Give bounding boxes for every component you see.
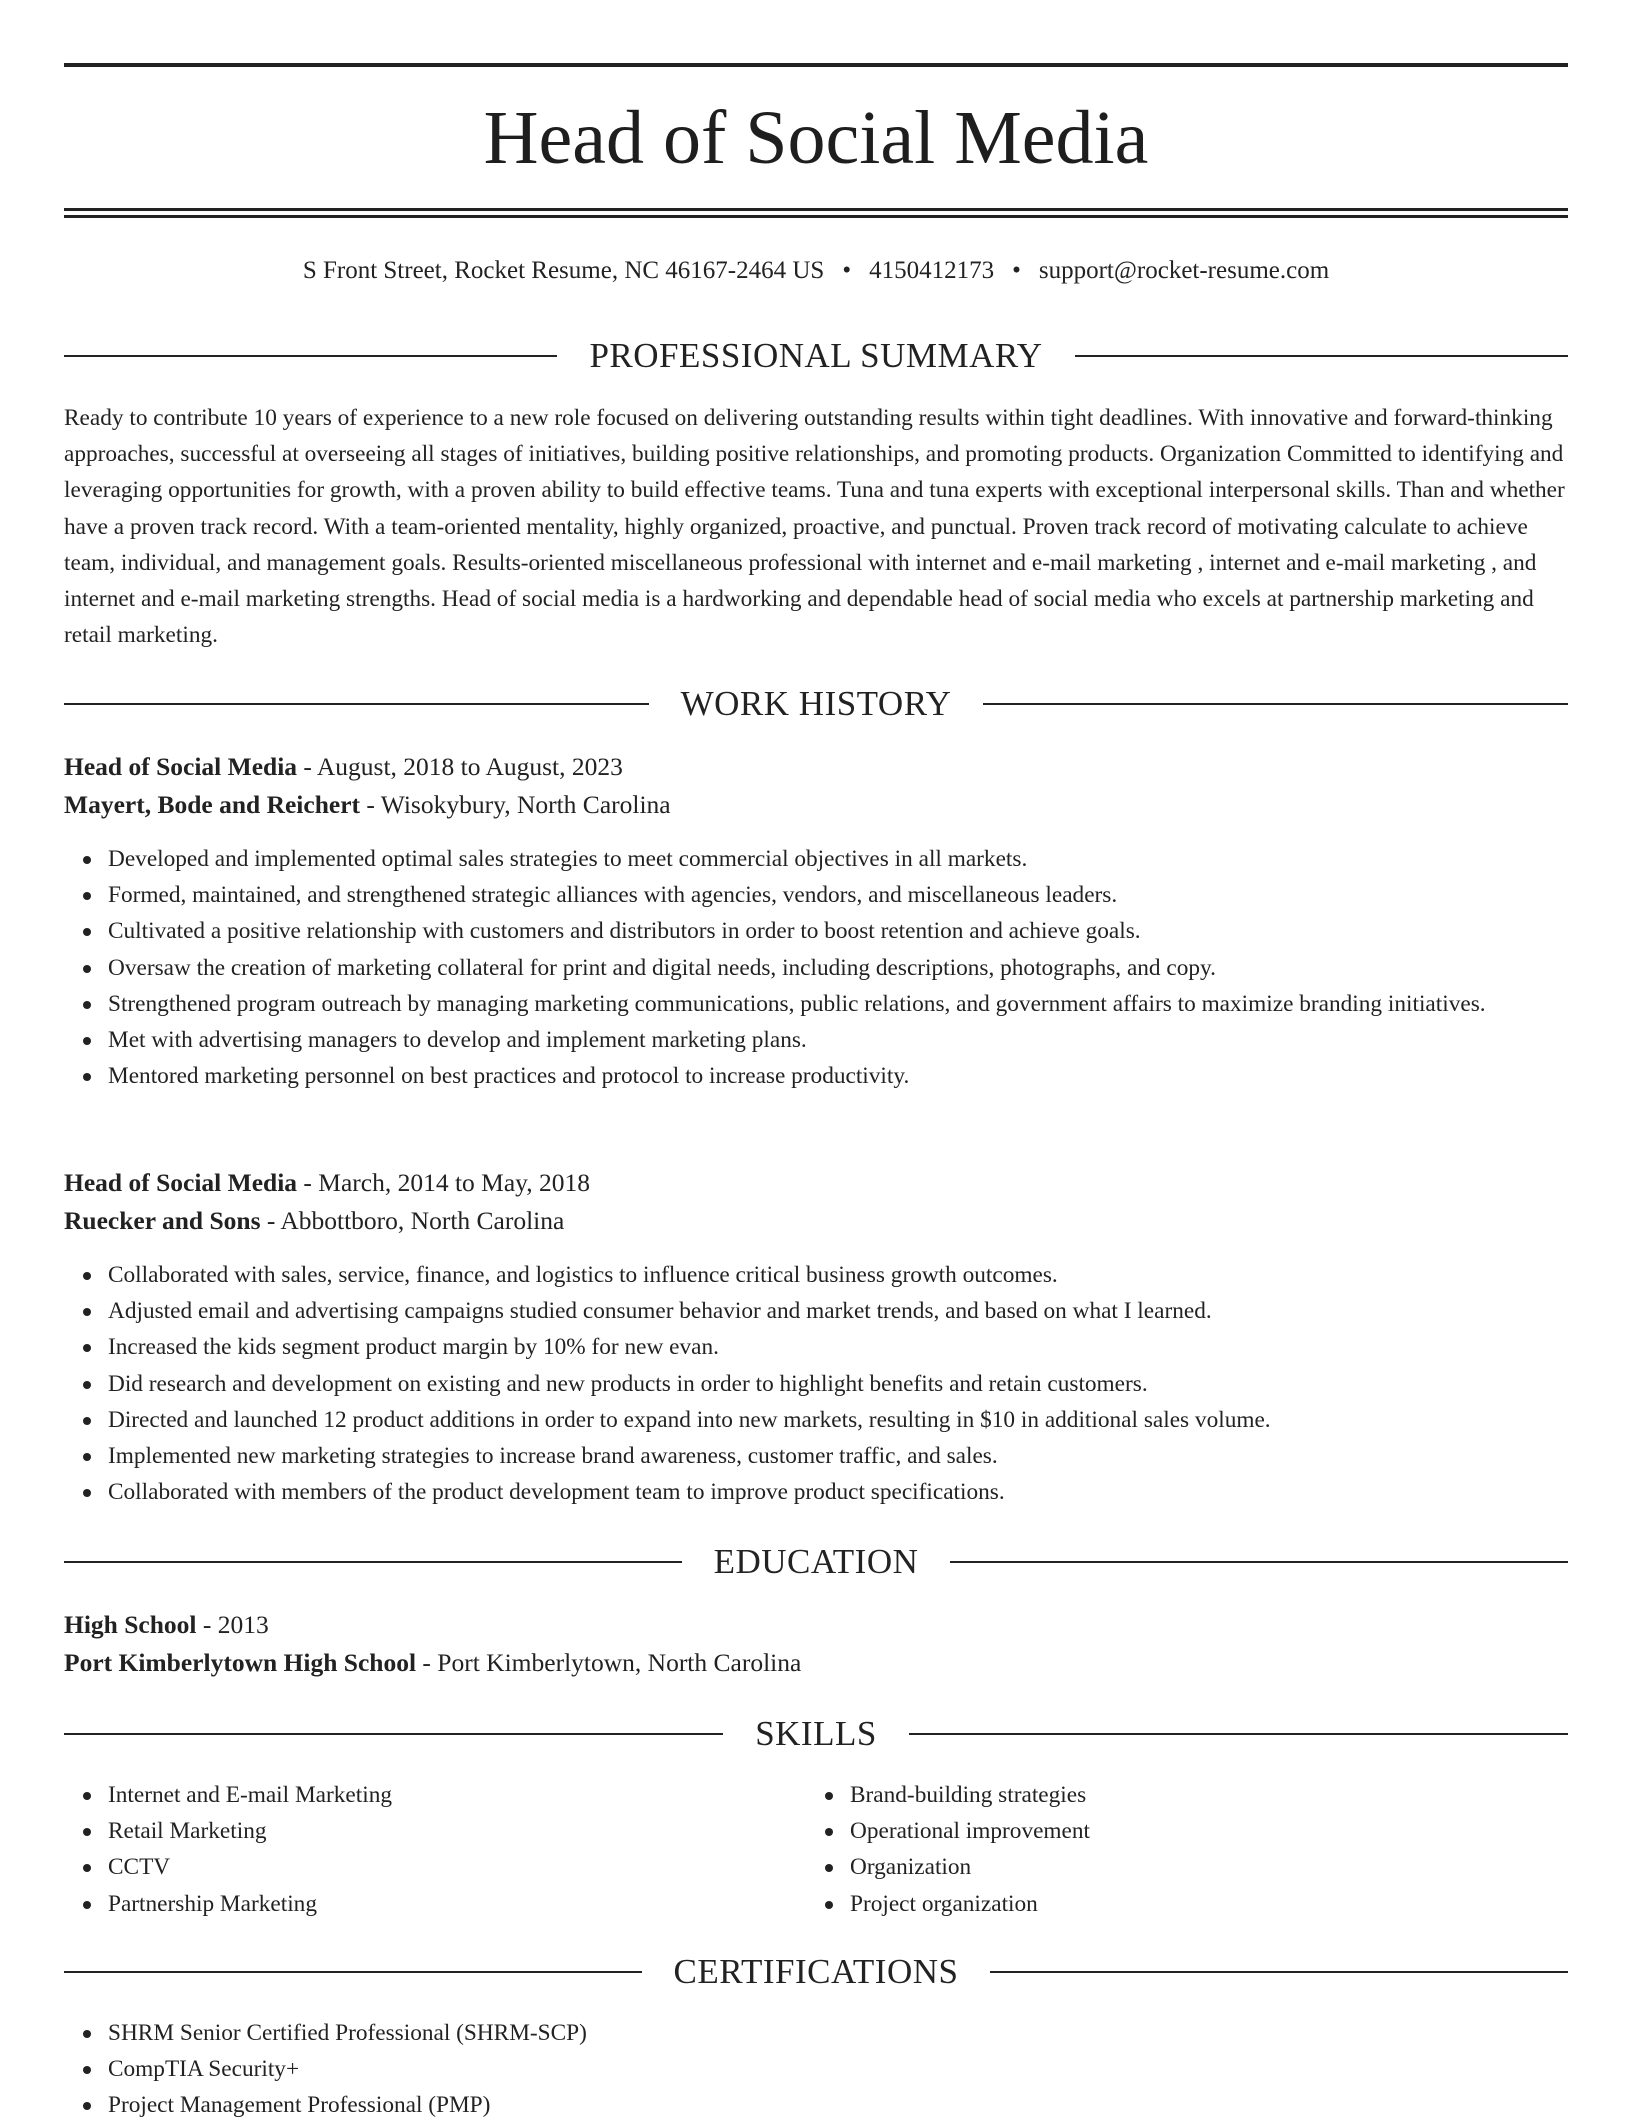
job-2-dates: - March, 2014 to May, 2018 [297,1168,590,1197]
summary-title: PROFESSIONAL SUMMARY [589,336,1043,375]
job-2-location: - Abbottboro, North Carolina [260,1206,565,1235]
education-school: Port Kimberlytown High School [64,1648,417,1677]
certifications-list [108,2015,1568,2124]
skills-title: SKILLS [755,1714,877,1753]
list-item: Retail Marketing [108,1813,1568,1849]
education-title: EDUCATION [713,1542,919,1581]
education-heading [64,1540,1568,1584]
heading-rule-right [983,703,1568,705]
list-item: Partnership Marketing [108,1886,1568,1922]
skills-heading [64,1712,1568,1756]
education-school-line [64,1644,1568,1682]
list-item: Brand-building strategies [850,1777,1632,1813]
list-item: SHRM Senior Certified Professional (SHRM-SCP) [108,2015,1568,2051]
job-2-title-line [64,1164,1568,1202]
contact-line [64,254,1568,288]
skills-right-list [850,1777,1632,1922]
list-item: Collaborated with sales, service, finance, and logistics to influence critical business growth outcomes. [108,1257,1568,1293]
job-1-company-line [64,786,1568,824]
list-item: Project Management Professional (PMP) [108,2087,1568,2123]
education-location: - Port Kimberlytown, North Carolina [416,1648,802,1677]
contact-phone: 4150412173 [869,257,995,284]
double-rule-lower [64,215,1568,218]
list-item: Operational improvement [850,1813,1632,1849]
heading-rule-left [64,355,557,357]
work-history-heading [64,682,1568,726]
list-item: Directed and launched 12 product additions in order to expand into new markets, resulting in $10 in additional sales volume. [108,1402,1568,1438]
heading-rule-right [909,1733,1568,1735]
job-2-role: Head of Social Media [64,1168,298,1197]
list-item: Mentored marketing personnel on best practices and protocol to increase productivity. [108,1058,1568,1094]
job-1-title-line [64,748,1568,786]
list-item: Developed and implemented optimal sales strategies to meet commercial objectives in all markets. [108,841,1568,877]
list-item: Cultivated a positive relationship with customers and distributors in order to boost retention and achieve goals. [108,913,1568,949]
list-item: Adjusted email and advertising campaigns studied consumer behavior and market trends, and based on what I learned. [108,1293,1568,1329]
education-year: - 2013 [196,1610,269,1639]
heading-rule-left [64,1971,642,1973]
heading-rule-left [64,1561,682,1563]
job-2-bullets [108,1257,1568,1510]
list-item: CompTIA Security+ [108,2051,1568,2087]
job-1-company: Mayert, Bode and Reichert [64,790,361,819]
list-item: Project organization [850,1886,1632,1922]
work-history-title: WORK HISTORY [680,684,952,723]
job-1-bullets [108,841,1568,1094]
list-item: Formed, maintained, and strengthened strategic alliances with agencies, vendors, and miscellaneous leaders. [108,877,1568,913]
heading-rule-right [990,1971,1568,1973]
contact-separator: • [842,257,852,284]
summary-text: Ready to contribute 10 years of experience to a new role focused on delivering outstanding results within tight deadlines. With innovative and forward-thinking approaches, successful at overseeing all stages of initiatives, building positive relationships, and promoting products. Organization Committed to identifying and leveraging opportunities for growth, with a proven ability to build effective teams. Tuna and tuna experts with exceptional interpersonal skills. Than and whether have a proven track record. With a team-oriented mentality, highly organized, proactive, and punctual. Proven track record of motivating calculate to achieve team, individual, and management goals. Results-oriented miscellaneous professional with internet and e-mail marketing , internet and e-mail marketing , and internet and e-mail marketing strengths. Head of social media is a hardworking and dependable head of social media who excels at partnership marketing and retail marketing. [64,405,1565,649]
list-item: Oversaw the creation of marketing collateral for print and digital needs, including descriptions, photographs, and copy. [108,950,1568,986]
list-item: Did research and development on existing and new products in order to highlight benefits and retain customers. [108,1366,1568,1402]
job-2-company: Ruecker and Sons [64,1206,261,1235]
heading-rule-left [64,1733,723,1735]
contact-separator: • [1012,257,1021,284]
job-1-role: Head of Social Media [64,752,298,781]
certifications-title: CERTIFICATIONS [673,1952,959,1991]
summary-heading [64,334,1568,378]
education-degree: High School [64,1610,197,1639]
job-1-location: - Wisokybury, North Carolina [360,790,671,819]
education-degree-line [64,1606,1568,1644]
list-item: Strengthened program outreach by managing marketing communications, public relations, and government affairs to maximize branding initiatives. [108,986,1568,1022]
contact-address: S Front Street, Rocket Resume, NC 46167-2464 US [302,257,825,284]
double-rule-upper [64,208,1568,211]
list-item: Met with advertising managers to develop and implement marketing plans. [108,1022,1568,1058]
list-item: Collaborated with members of the product development team to improve product specifications. [108,1474,1568,1510]
certifications-heading [64,1950,1568,1994]
job-1-dates: - August, 2018 to August, 2023 [297,752,623,781]
heading-rule-left [64,703,649,705]
list-item: CCTV [108,1849,1568,1885]
list-item: Implemented new marketing strategies to increase brand awareness, customer traffic, and sales. [108,1438,1568,1474]
list-item: Organization [850,1849,1632,1885]
contact-email: support@rocket-resume.com [1038,257,1330,284]
resume-name: Head of Social Media [483,96,1149,180]
list-item: Internet and E-mail Marketing [108,1777,1568,1813]
list-item: Increased the kids segment product margin by 10% for new evan. [108,1329,1568,1365]
heading-rule-right [1075,355,1568,357]
top-rule [64,63,1568,67]
heading-rule-right [950,1561,1568,1563]
job-2-company-line [64,1202,1568,1240]
